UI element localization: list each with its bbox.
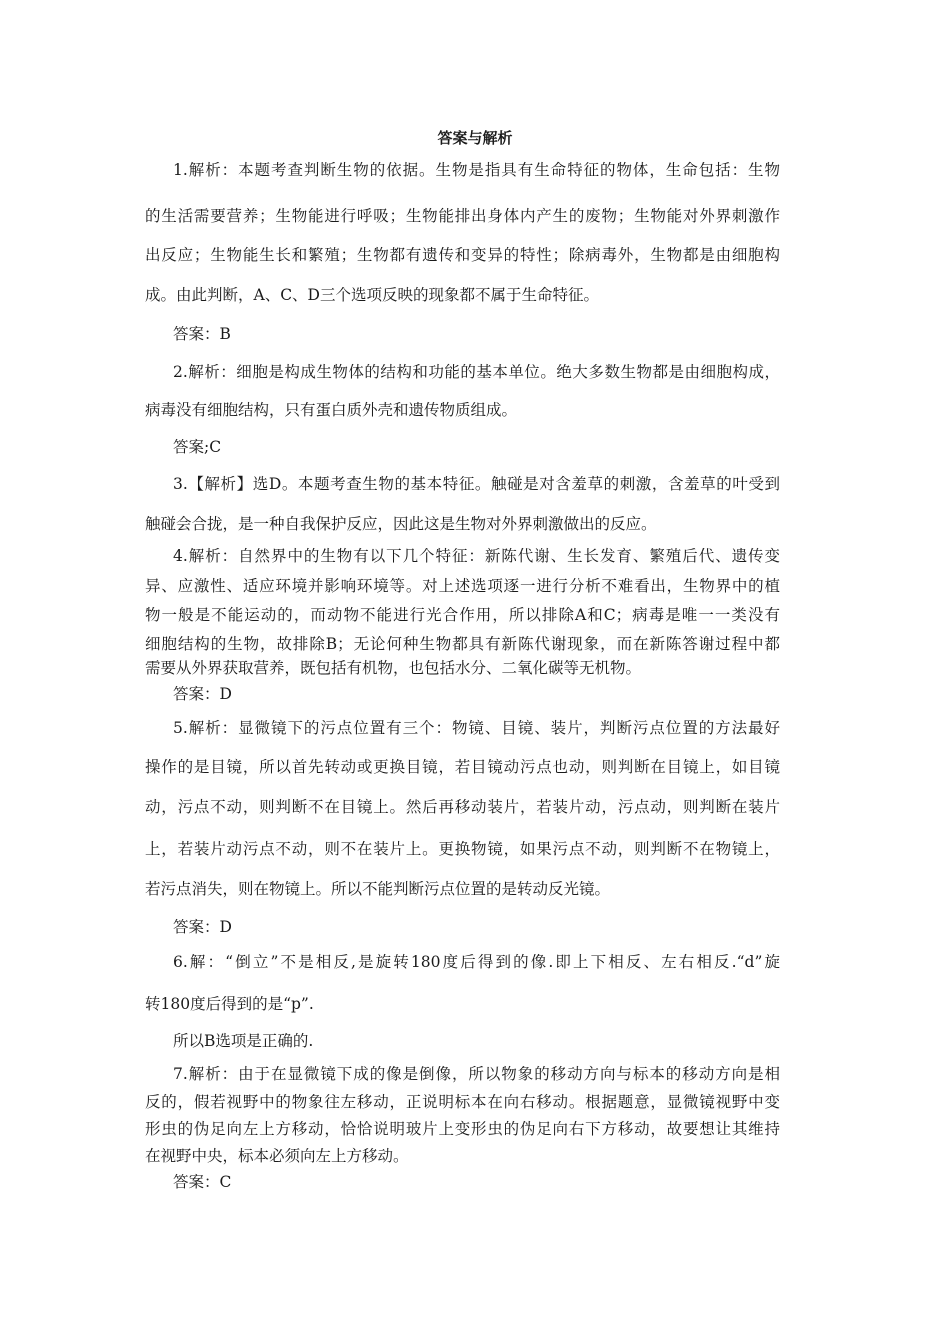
answer-5-line-2: 操作的是目镜，所以首先转动或更换目镜，若目镜动污点也动，则判断在目镜上，如目镜 [145, 758, 780, 776]
answer-4-line-5: 需要从外界获取营养，既包括有机物，也包括水分、二氧化碳等无机物。 [145, 659, 642, 677]
answer-1-key: 答案：B [173, 325, 231, 343]
answer-6-conclusion: 所以B选项是正确的. [173, 1032, 314, 1050]
answer-2-line-2: 病毒没有细胞结构，只有蛋白质外壳和遗传物质组成。 [145, 401, 518, 419]
answer-5-line-1: 5.解析：显微镜下的污点位置有三个：物镜、目镜、装片，判断污点位置的方法最好 [173, 719, 780, 737]
answer-2-line-1: 2.解析：细胞是构成生物体的结构和功能的基本单位。绝大多数生物都是由细胞构成， [173, 363, 780, 381]
answer-1-line-1: 1.解析：本题考查判断生物的依据。生物是指具有生命特征的物体，生命包括：生物 [173, 161, 780, 179]
answer-4-line-4: 细胞结构的生物，故排除B；无论何种生物都具有新陈代谢现象，而在新陈答谢过程中都 [145, 635, 780, 653]
answer-7-line-2: 反的，假若视野中的物象往左移动，正说明标本在向右移动。根据题意，显微镜视野中变 [145, 1093, 780, 1111]
answer-4-line-3: 物一般是不能运动的，而动物不能进行光合作用，所以排除A和C；病毒是唯一一类没有 [145, 606, 780, 624]
answer-1-line-2: 的生活需要营养；生物能进行呼吸；生物能排出身体内产生的废物；生物能对外界刺激作 [145, 207, 780, 225]
answer-7-line-1: 7.解析：由于在显微镜下成的像是倒像，所以物象的移动方向与标本的移动方向是相 [173, 1065, 780, 1083]
answer-1-line-3: 出反应；生物能生长和繁殖；生物都有遗传和变异的特性；除病毒外，生物都是由细胞构 [145, 246, 780, 264]
answer-3-line-2: 触碰会合拢，是一种自我保护反应，因此这是生物对外界刺激做出的反应。 [145, 515, 657, 533]
answer-4-key: 答案：D [173, 685, 232, 703]
answer-5-line-3: 动，污点不动，则判断不在目镜上。然后再移动装片，若装片动，污点动，则判断在装片 [145, 798, 780, 816]
answer-3-line-1: 3.【解析】选D。本题考查生物的基本特征。触碰是对含羞草的刺激，含羞草的叶受到 [173, 475, 780, 493]
answer-6-line-1: 6.解：“倒立”不是相反,是旋转180度后得到的像.即上下相反、左右相反.“d”旋 [173, 953, 780, 971]
answer-2-key: 答案;C [173, 438, 222, 456]
answer-7-line-4: 在视野中央，标本必须向左上方移动。 [145, 1147, 409, 1165]
answer-5-line-4: 上，若装片动污点不动，则不在装片上。更换物镜，如果污点不动，则判断不在物镜上， [145, 840, 780, 858]
answer-5-line-5: 若污点消失，则在物镜上。所以不能判断污点位置的是转动反光镜。 [145, 880, 611, 898]
page-title: 答案与解析 [437, 129, 513, 147]
answer-4-line-1: 4.解析：自然界中的生物有以下几个特征：新陈代谢、生长发育、繁殖后代、遗传变 [173, 547, 780, 565]
answer-5-key: 答案：D [173, 918, 232, 936]
answer-7-key: 答案：C [173, 1173, 232, 1191]
answer-1-line-4: 成。由此判断，A、C、D三个选项反映的现象都不属于生命特征。 [145, 286, 599, 304]
answer-6-line-2: 转180度后得到的是“p”. [145, 995, 314, 1013]
answer-4-line-2: 异、应激性、适应环境并影响环境等。对上述选项逐一进行分析不难看出，生物界中的植 [145, 577, 780, 595]
answer-7-line-3: 形虫的伪足向左上方移动，恰恰说明玻片上变形虫的伪足向右下方移动，故要想让其维持 [145, 1120, 780, 1138]
